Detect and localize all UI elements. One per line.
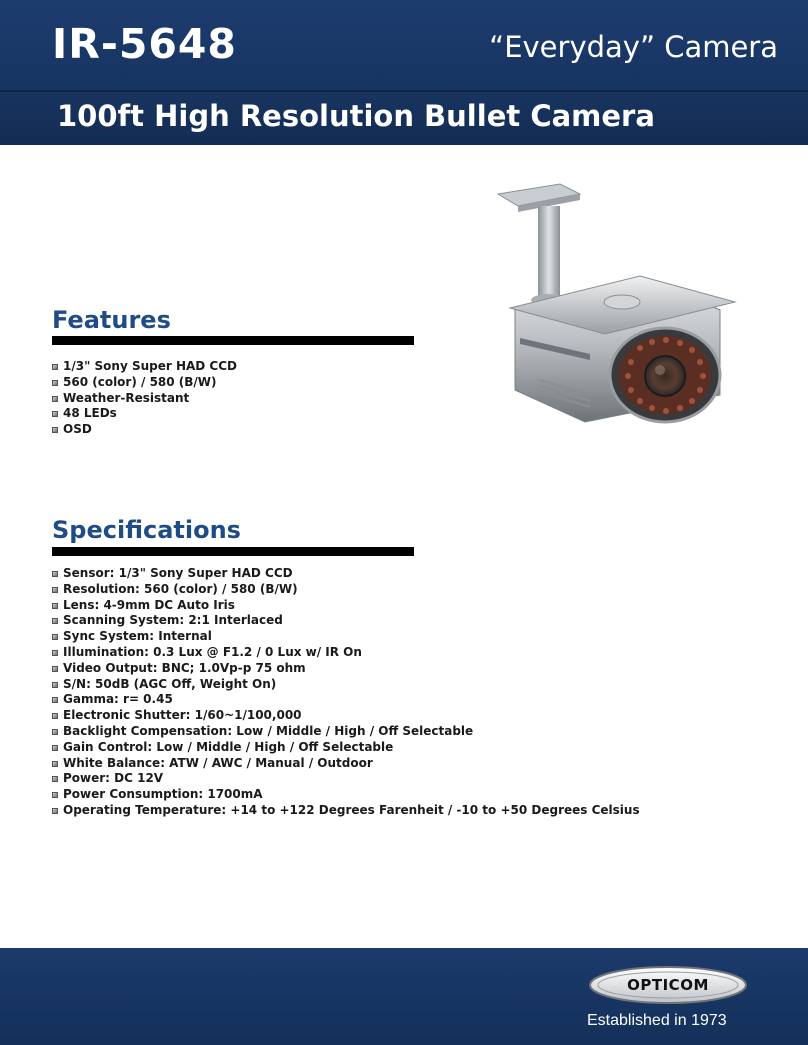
- feature-text: Weather-Resistant: [63, 390, 190, 405]
- features-rule: [52, 336, 414, 345]
- square-bullet-icon: [52, 745, 58, 751]
- spec-text: Video Output: BNC; 1.0Vp-p 75 ohm: [63, 660, 306, 675]
- feature-text: 48 LEDs: [63, 406, 117, 421]
- specifications-list: [52, 566, 640, 819]
- spec-text: Sync System: Internal: [63, 629, 212, 644]
- square-bullet-icon: [52, 792, 58, 798]
- spec-text: White Balance: ATW / AWC / Manual / Outdoor: [63, 755, 373, 770]
- square-bullet-icon: [52, 427, 58, 433]
- feature-text: 1/3" Sony Super HAD CCD: [63, 359, 237, 373]
- list-item: [52, 566, 640, 582]
- specifications-heading: Specifications: [52, 516, 241, 544]
- square-bullet-icon: [52, 776, 58, 782]
- square-bullet-icon: [52, 713, 58, 719]
- spec-text: Gamma: r= 0.45: [63, 692, 173, 707]
- square-bullet-icon: [52, 618, 58, 624]
- spec-text: Illumination: 0.3 Lux @ F1.2 / 0 Lux w/ IR On: [63, 644, 362, 659]
- spec-text: Gain Control: Low / Middle / High / Off Selectable: [63, 739, 394, 754]
- spec-text: Electronic Shutter: 1/60~1/100,000: [63, 708, 302, 723]
- square-bullet-icon: [52, 808, 58, 814]
- list-item: [52, 406, 237, 422]
- spec-text: Sensor: 1/3" Sony Super HAD CCD: [63, 566, 293, 580]
- list-item: [52, 708, 640, 724]
- list-item: [52, 645, 640, 661]
- established-text: Established in 1973: [587, 1012, 727, 1029]
- list-item: [52, 692, 640, 708]
- square-bullet-icon: [52, 682, 58, 688]
- list-item: [52, 756, 640, 772]
- square-bullet-icon: [52, 650, 58, 656]
- square-bullet-icon: [52, 380, 58, 386]
- square-bullet-icon: [52, 634, 58, 640]
- square-bullet-icon: [52, 761, 58, 767]
- square-bullet-icon: [52, 729, 58, 735]
- square-bullet-icon: [52, 587, 58, 593]
- spec-text: Lens: 4-9mm DC Auto Iris: [63, 597, 235, 612]
- list-item: [52, 391, 237, 407]
- square-bullet-icon: [52, 411, 58, 417]
- bullet-camera-image: [490, 180, 760, 440]
- features-list: [52, 359, 237, 438]
- tagline: “Everyday” Camera: [489, 30, 778, 64]
- product-subtitle: 100ft High Resolution Bullet Camera: [57, 99, 655, 133]
- list-item: [52, 582, 640, 598]
- specifications-rule: [52, 547, 414, 556]
- spec-text: Backlight Compensation: Low / Middle / High / Off Selectable: [63, 723, 474, 738]
- square-bullet-icon: [52, 396, 58, 402]
- feature-text: OSD: [63, 422, 92, 437]
- spec-text: Power Consumption: 1700mA: [63, 787, 263, 802]
- list-item: [52, 629, 640, 645]
- opticom-logo: [588, 965, 748, 1005]
- model-number: IR-5648: [52, 20, 237, 68]
- list-item: [52, 677, 640, 693]
- list-item: [52, 661, 640, 677]
- square-bullet-icon: [52, 603, 58, 609]
- list-item: [52, 803, 640, 819]
- square-bullet-icon: [52, 364, 58, 370]
- list-item: [52, 598, 640, 614]
- list-item: [52, 787, 640, 803]
- list-item: [52, 375, 237, 391]
- list-item: [52, 422, 237, 438]
- spec-text: Scanning System: 2:1 Interlaced: [63, 613, 283, 628]
- square-bullet-icon: [52, 571, 58, 577]
- feature-text: 560 (color) / 580 (B/W): [63, 374, 217, 389]
- list-item: [52, 740, 640, 756]
- square-bullet-icon: [52, 697, 58, 703]
- list-item: [52, 359, 237, 375]
- spec-text: Operating Temperature: +14 to +122 Degrees Farenheit / -10 to +50 Degrees Celsius: [63, 802, 640, 817]
- logo-text: OPTICOM: [627, 976, 709, 994]
- list-item: [52, 771, 640, 787]
- list-item: [52, 724, 640, 740]
- spec-text: Power: DC 12V: [63, 771, 164, 786]
- list-item: [52, 613, 640, 629]
- spec-text: Resolution: 560 (color) / 580 (B/W): [63, 581, 298, 596]
- features-heading: Features: [52, 306, 171, 334]
- square-bullet-icon: [52, 666, 58, 672]
- spec-text: S/N: 50dB (AGC Off, Weight On): [63, 676, 277, 691]
